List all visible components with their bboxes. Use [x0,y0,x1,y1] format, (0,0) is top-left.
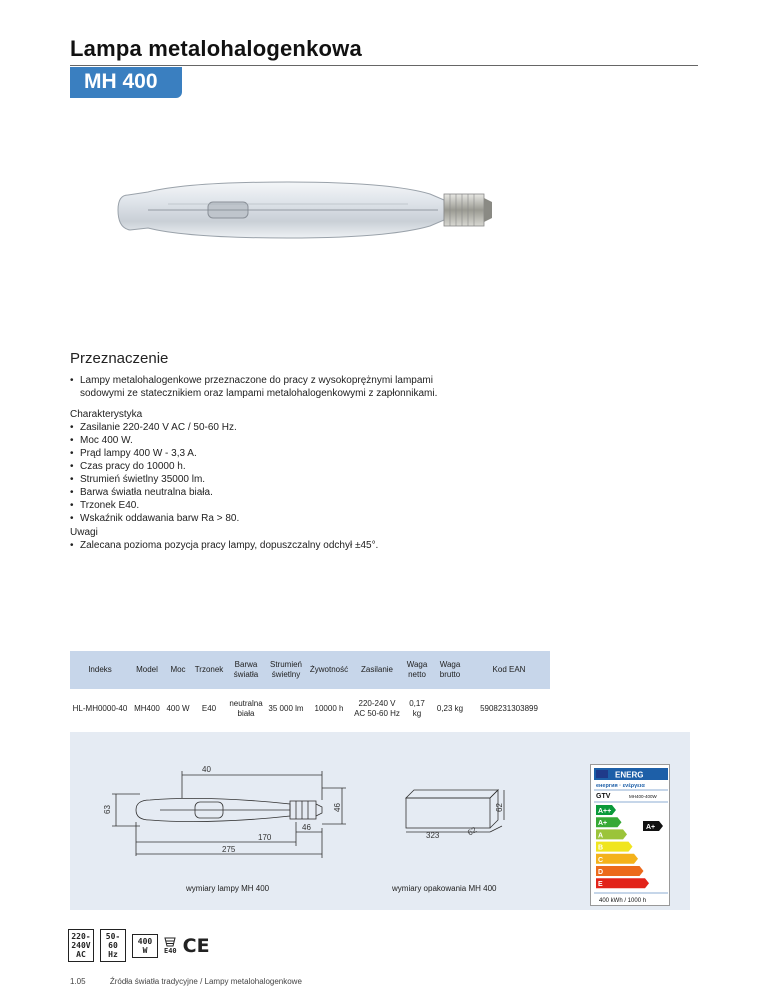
title-divider [70,65,698,66]
notes-block [70,526,510,552]
base-e40-label: E40 [164,946,177,955]
dim-label-46-horizontal: 46 [302,823,311,832]
table-cell: 400 W [164,689,192,729]
power-icon: 400 W [132,934,158,958]
column-header: Kod EAN [468,651,550,689]
package-box-outline [406,790,498,798]
dim-label-46-vertical: 46 [333,803,342,812]
table-cell: E40 [192,689,226,729]
column-header: Strumień świetlny [266,651,306,689]
note-item: • Zalecana pozioma pozycja pracy lampy, dopuszczalny odchył ±45°. [70,539,510,552]
box-dimensions-caption: wymiary opakowania MH 400 [392,884,497,893]
page-title: Lampa metalohalogenkowa [70,36,362,61]
spec-table [70,651,550,729]
table-cell: MH400 [130,689,164,729]
lamp-base-icon [164,937,176,947]
box-dim-label-62-vertical: 62 [495,803,504,812]
characteristic-item: • Trzonek E40. [70,499,470,512]
energy-class-label: E [598,881,603,889]
column-header: Indeks [70,651,130,689]
purpose-heading: Przeznaczenie [70,350,169,367]
base-e40-icon [164,937,177,955]
frequency-icon: 50-60 Hz [100,929,126,962]
voltage-icon: 220-240V AC [68,929,94,962]
table-cell: 5908231303899 [468,689,550,729]
box-dim-label-323: 323 [426,831,440,840]
dim-label-275: 275 [222,845,236,854]
box-dim-label-62-depth: 62 [466,825,479,838]
energy-class-label: C [598,856,604,864]
dim-label-63: 63 [103,805,112,814]
characteristic-item: • Moc 400 W. [70,434,470,447]
energy-rating-value: A+ [646,824,656,831]
energy-class-label: A++ [598,808,612,815]
dim-label-170: 170 [258,833,272,842]
energy-class-label: D [598,869,604,876]
table-header-row [70,651,550,689]
certification-icons [68,929,210,962]
energy-class-label: A [598,832,604,840]
energy-class-label: B [598,844,604,852]
table-row [70,689,550,729]
energy-label [590,764,670,906]
purpose-list [70,374,470,400]
column-header: Waga brutto [432,651,468,689]
footer-breadcrumb: Źródła światła tradycyjne / Lampy metalohalogenkowe [109,977,302,986]
characteristics-heading: Charakterystyka [70,409,143,420]
purpose-item: • Lampy metalohalogenkowe przeznaczone do pracy z wysokoprężnymi lampami sodowymi ze statecznikiem oraz lampami metalohalogenkowymi z zapłonnikami. [70,374,470,400]
column-header: Model [130,651,164,689]
column-header: Trzonek [192,651,226,689]
energy-class-bar [596,866,644,876]
table-cell: 35 000 lm [266,689,306,729]
energy-class-label: A+ [598,820,608,828]
column-header: Moc [164,651,192,689]
lamp-photo [108,150,508,280]
dim-label-40: 40 [202,765,211,774]
characteristic-item: • Czas pracy do 10000 h. [70,460,470,473]
column-header: Zasilanie [352,651,402,689]
characteristic-item: • Strumień świetlny 35000 lm. [70,473,470,486]
characteristic-item: • Wskaźnik oddawania barw Ra > 80. [70,512,470,525]
energy-label-header: ENERG [615,770,644,780]
notes-heading: Uwagi [70,527,98,538]
column-header: Barwa światła [226,651,266,689]
energy-consumption: 400 kWh / 1000 h [599,898,647,904]
energy-label-model: MH400-400W [629,794,657,799]
lamp-dimensions-caption: wymiary lampy MH 400 [186,884,270,893]
column-header: Waga netto [402,651,432,689]
energy-label-graphic [591,765,671,907]
page-footer [70,977,302,986]
ce-mark-icon: CE [182,934,210,957]
table-cell: HL-MH0000-40 [70,689,130,729]
table-cell: 0,23 kg [432,689,468,729]
lamp-base-outline [290,801,316,819]
table-cell: 220-240 V AC 50-60 Hz [352,689,402,729]
energy-label-brand: GTV [596,793,611,800]
characteristics-block [70,408,470,525]
table-cell: 10000 h [306,689,352,729]
page-number: 1.05 [70,977,86,986]
characteristic-item: • Prąd lampy 400 W - 3,3 A. [70,447,470,460]
model-badge: MH 400 [70,67,182,98]
table-cell: neutralna biała [226,689,266,729]
table-cell: 0,17 kg [402,689,432,729]
energy-class-bar [596,878,649,888]
characteristic-item: • Zasilanie 220-240 V AC / 50-60 Hz. [70,421,470,434]
characteristic-item: • Barwa światła neutralna biała. [70,486,470,499]
energy-label-subheader: енергия · ενέργεια [596,783,645,789]
column-header: Żywotność [306,651,352,689]
